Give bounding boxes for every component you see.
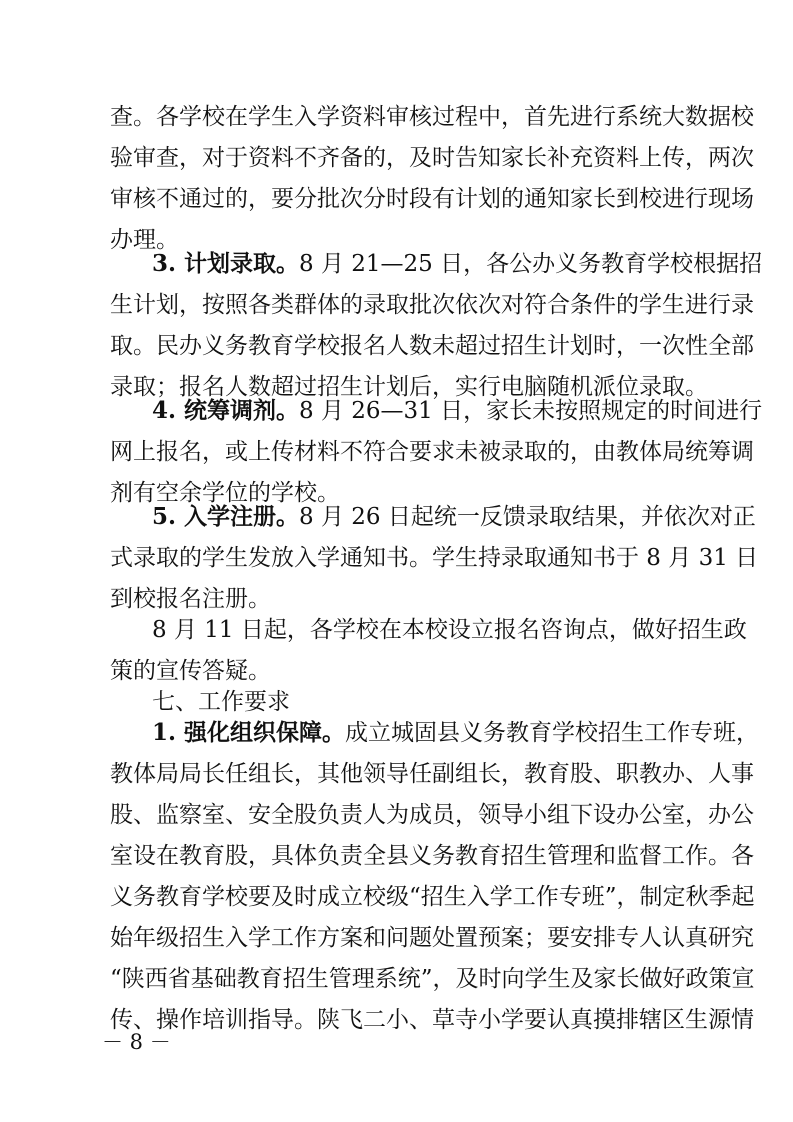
paragraph-text: 8 月 26—31 日，家长未按照规定的时间进行 [299, 398, 763, 424]
paragraph-line: 查。各学校在学生入学资料审核过程中，首先进行系统大数据校 [110, 104, 754, 130]
section-heading: 七、工作要求 [152, 689, 290, 715]
paragraph-line: 审核不通过的，要分批次分时段有计划的通知家长到校进行现场 [110, 186, 754, 212]
paragraph-first-line [152, 247, 763, 281]
paragraph-line: 网上报名，或上传材料不符合要求未被录取的，由教体局统筹调 [110, 439, 754, 465]
paragraph-text: 8 月 21—25 日，各公办义务教育学校根据招 [299, 251, 763, 277]
paragraph-line: 传、操作培训指导。陕飞二小、草寺小学要认真摸排辖区生源情 [110, 1007, 754, 1033]
paragraph-heading: 1. 强化组织保障。 [152, 719, 346, 746]
paragraph-heading: 4. 统筹调剂。 [152, 397, 300, 424]
paragraph-line: 义务教育学校要及时成立校级“招生入学工作专班”，制定秋季起 [110, 884, 755, 910]
paragraph-line: 8 月 11 日起，各学校在本校设立报名咨询点，做好招生政 [152, 617, 747, 643]
paragraph-line: 剂有空余学位的学校。 [110, 480, 340, 506]
paragraph-text: 8 月 26 日起统一反馈录取结果，并依次对正 [299, 504, 756, 530]
paragraph-first-line [152, 716, 760, 750]
paragraph-line: 室设在教育股，具体负责全县义务教育招生管理和监督工作。各 [110, 843, 754, 869]
paragraph-line: 录取；报名人数超过招生计划后，实行电脑随机派位录取。 [110, 374, 708, 400]
paragraph-line: “陕西省基础教育招生管理系统”，及时向学生及家长做好政策宣 [110, 966, 755, 992]
paragraph-line: 取。民办义务教育学校报名人数未超过招生计划时，一次性全部 [110, 333, 754, 359]
paragraph-first-line [152, 500, 756, 534]
page-number: － 8 － [102, 1030, 171, 1054]
paragraph-heading: 5. 入学注册。 [152, 503, 300, 530]
paragraph-line: 验审查，对于资料不齐备的，及时告知家长补充资料上传，两次 [110, 145, 754, 171]
paragraph-line: 股、监察室、安全股负责人为成员，领导小组下设办公室，办公 [110, 802, 754, 828]
paragraph-line: 策的宣传答疑。 [110, 658, 271, 684]
paragraph-line: 式录取的学生发放入学通知书。学生持录取通知书于 8 月 31 日 [110, 545, 759, 571]
paragraph-heading: 3. 计划录取。 [152, 250, 300, 277]
paragraph-line: 始年级招生入学工作方案和问题处置预案；要安排专人认真研究 [110, 925, 754, 951]
paragraph-line: 到校报名注册。 [110, 586, 271, 612]
paragraph-line: 办理。 [110, 227, 179, 253]
paragraph-line: 教体局局长任组长，其他领导任副组长，教育股、职教办、人事 [110, 761, 754, 787]
paragraph-first-line [152, 394, 763, 428]
paragraph-text: 成立城固县义务教育学校招生工作专班， [345, 720, 760, 746]
paragraph-line: 生计划，按照各类群体的录取批次依次对符合条件的学生进行录 [110, 292, 754, 318]
